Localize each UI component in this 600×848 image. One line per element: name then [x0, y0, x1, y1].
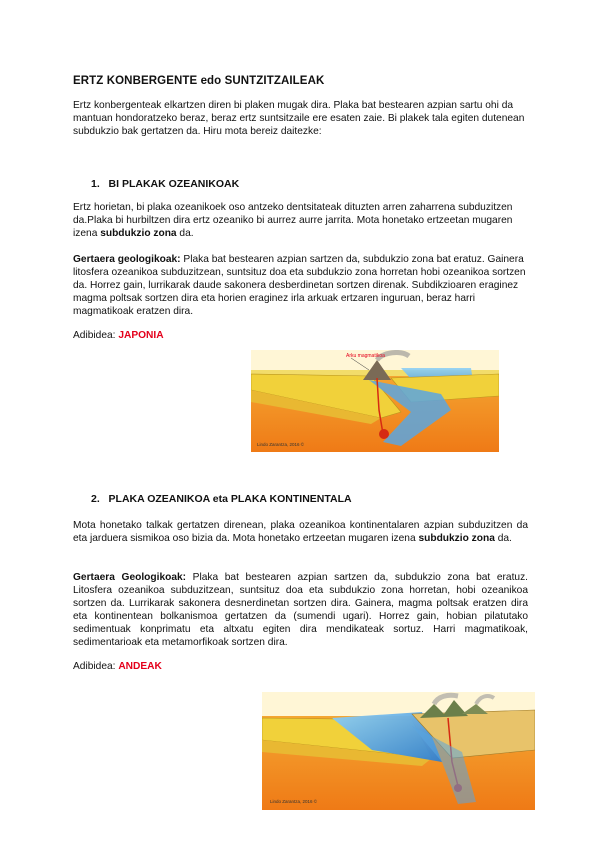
figure-1-arc-label: Arku magmatikoa	[346, 353, 385, 359]
section-1-number: 1.	[91, 178, 100, 190]
section-2-paragraph	[73, 520, 528, 546]
section-2-geo-label: Gertaera Geologikoak:	[73, 572, 187, 583]
section-1-title: BI PLAKAK OZEANIKOAK	[108, 178, 240, 190]
section-1-geology	[73, 254, 533, 319]
section-1-geo-text: Plaka bat bestearen azpian sartzen da, subdukzio zona bat eratuz. Gainera litosfera ozeanikoa subduzitzean, suntsituz doa eta subdukzio zona horretan hobi ozeanikoa sortzen da. Horrez gain, lurrikarak daude sakonera desberdinetan sortzen direnak. Subdikzioaren eraginez magma poltsak sortzen dira eta horien eraginez irla arkuak ertzaren inguruan, beraz harri magmatikoak eratzen dira.	[73, 254, 526, 317]
section-2-text: Mota honetako talkak gertatzen direnean, plaka ozeanikoa kontinentalaren azpian subduzitzen da eta jarduera sismikoa oso bizia da. Mota honetako ertzeetan mugaren izena	[73, 520, 528, 544]
section-2-example	[73, 661, 162, 672]
section-1-text: Ertz horietan, bi plaka ozeanikoek oso antzeko dentsitateak dituzten arren zaharrena subduzitzen da.Plaka bi hurbiltzen dira ertz ozeaniko bi aurrez aurre jarrita. Mota honetako ertzeetan mugaren izena	[73, 202, 513, 239]
page-title: ERTZ KONBERGENTE edo SUNTZITZAILEAK	[73, 75, 325, 87]
figure-oceanic-continental-subduction	[262, 692, 535, 810]
figure-2-caption: Lindo Zarantza, 2016 ©	[270, 799, 318, 804]
section-1-paragraph	[73, 202, 533, 241]
example-value-andeak: ANDEAK	[118, 661, 162, 672]
section-2-number: 2.	[91, 493, 100, 505]
example-label: Adibidea:	[73, 661, 119, 672]
figure-1-caption: Lindo Zarantza, 2016 ©	[257, 442, 305, 447]
subduction-diagram-1	[251, 350, 499, 452]
section-2-term: subdukzio zona	[418, 532, 495, 544]
figure-oceanic-oceanic-subduction	[251, 350, 499, 452]
section-1-geo-label: Gertaera geologikoak:	[73, 254, 181, 265]
section-1-heading	[91, 178, 239, 190]
section-1-example	[73, 330, 164, 341]
section-2-heading	[91, 493, 352, 505]
example-label: Adibidea:	[73, 330, 119, 341]
section-1-text-end: da.	[176, 227, 194, 239]
section-2-text-end: da.	[494, 532, 512, 544]
section-1-term: subdukzio zona	[100, 227, 177, 239]
section-2-geo-text: Plaka bat bestearen azpian sartzen da, subdukzio zona bat eratuz. Litosfera ozeanikoa subduzitzean, suntsituz doa eta subdukzio zona horretan, hobi ozeanikoa sortzen da. Lurrikarak sakonera desnerdinetan sortzen dira. Gainera, magma poltsak eratzen dira eta kontinentean bolkanismoa gertatzen da (sumendi ugari). Horrez gain, hobian pilatutako sedimentuak konprimatu eta altxatu egiten dira mendikateak sortuz. Harri magmatikoak, sedimentarioak eta metamorfikoak sortzen dira.	[73, 572, 528, 648]
intro-paragraph: Ertz konbergenteak elkartzen diren bi plaken mugak dira. Plaka bat bestearen azpian sartu ohi da mantuan hondoratzeko beraz, beraz ertz suntsitzaile ere esaten zaie. Bi plakek tala egiten dutenean subdukzio bak gertatzen da. Hiru mota bereiz daitezke:	[73, 100, 525, 137]
section-2-geology	[73, 572, 528, 649]
subduction-diagram-2	[262, 692, 535, 810]
example-value-japonia: JAPONIA	[118, 330, 164, 341]
section-2-title: PLAKA OZEANIKOA eta PLAKA KONTINENTALA	[108, 493, 352, 505]
